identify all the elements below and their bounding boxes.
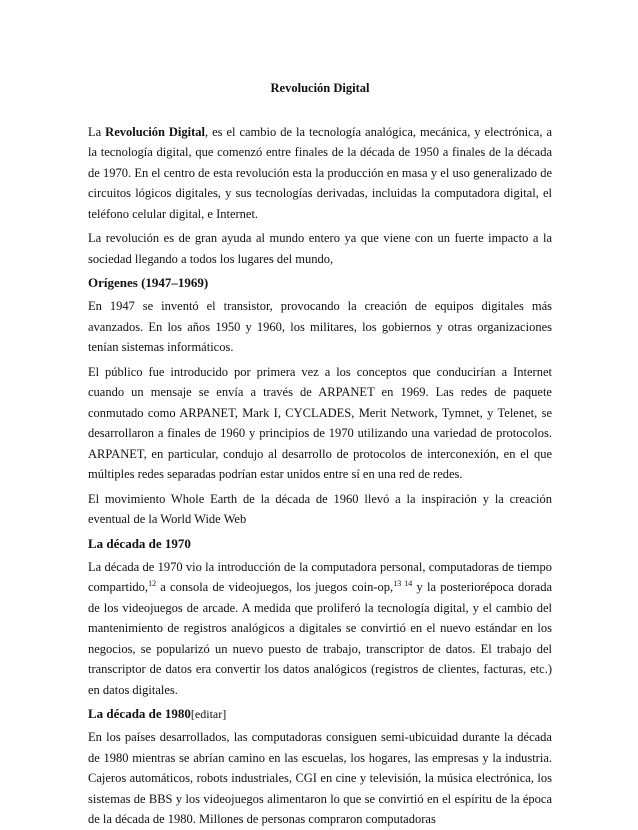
document-title: Revolución Digital — [270, 81, 370, 95]
origins-paragraph-1: En 1947 se inventó el transistor, provocando la creación de equipos digitales más avanzados. En los años 1950 y 1960, los militares, los gobiernos y otras organizaciones tenían sistemas informáticos. — [88, 299, 552, 354]
section-heading-1980s-text: La década de 1980 — [88, 706, 191, 721]
footnote-ref-12[interactable]: 12 — [148, 578, 157, 588]
section-heading-origins: Orígenes (1947–1969) — [88, 275, 209, 290]
intro-paragraph — [88, 122, 552, 225]
section-heading-1970s: La década de 1970 — [88, 535, 191, 551]
origins-paragraph-3: El movimiento Whole Earth de la década de 1960 llevó a la inspiración y la creación eventual de la World Wide Web — [88, 491, 552, 526]
intro-paragraph-2: La revolución es de gran ayuda al mundo entero ya que viene con un fuerte impacto a la sociedad llegando a todos los lugares del mundo, — [88, 231, 552, 266]
intro-bold-term: Revolución Digital — [105, 124, 205, 139]
edit-link[interactable]: [editar] — [190, 707, 227, 721]
decade-1970-paragraph — [88, 557, 552, 701]
origins-paragraph-2: El público fue introducido por primera vez a los conceptos que conducirían a Internet cuando un mensaje se envía a través de ARPANET en 1969. Las redes de paquete conmutado como ARPANET, Mark I, CYCLADES, Merit Network, Tymnet, y Telenet, se desarrollaron a finales de 1960 y principios de 1970 utilizando una variedad de protocolos. ARPANET, en particular, condujo al desarrollo de protocolos de interconexión, en el que múltiples redes separadas podrían estar unidos entre sí en una red de redes. — [88, 364, 552, 481]
decade-1970-text-2: a consola de videojuegos, los juegos coin-op, — [156, 580, 394, 594]
section-heading-1980s — [88, 704, 552, 724]
decade-1970-text-1: La década de 1970 vio la introducción de la computadora personal, computadoras de tiempo compartido, — [88, 559, 552, 594]
intro-rest: , es el cambio de la tecnología analógica, mecánica, y electrónica, a la tecnología digital, que comenzó entre finales de la década de 1950 a finales de la década de 1970. En el centro de esta revolución esta la producción en masa y el uso generalizado de circuitos lógicos digitales, y sus tecnologías derivadas, incluidas la computadora digital, el teléfono celular digital, e Internet. — [88, 124, 552, 221]
footnote-ref-13-14[interactable]: 13 14 — [393, 578, 413, 588]
intro-lead: La — [88, 124, 106, 139]
decade-1980-paragraph: En los países desarrollados, las computadoras consiguen semi-ubicuidad durante la década de 1980 mientras se abrían camino en las escuelas, los hogares, las empresas y la industria. Cajeros automáticos, robots industriales, CGI en cine y televisión, la música electrónica, los sistemas de BBS y los videojuegos alimentaron lo que se convirtió en el espíritu de la época de la década de 1980. Millones de personas compraron computadoras — [88, 730, 552, 826]
decade-1970-text-3: y la posteriorépoca dorada de los videojuegos de arcade. A medida que proliferó la tecnología digital, y el cambio del mantenimiento de registros analógicos a digitales se convirtió en el nuevo estándar en los negocios, se popularizó un nuevo puesto de trabajo, transcriptor de datos. El trabajo del transcriptor de datos era convertir los datos analógicos (registros de clientes, facturas, etc.) en datos digitales. — [88, 580, 553, 697]
